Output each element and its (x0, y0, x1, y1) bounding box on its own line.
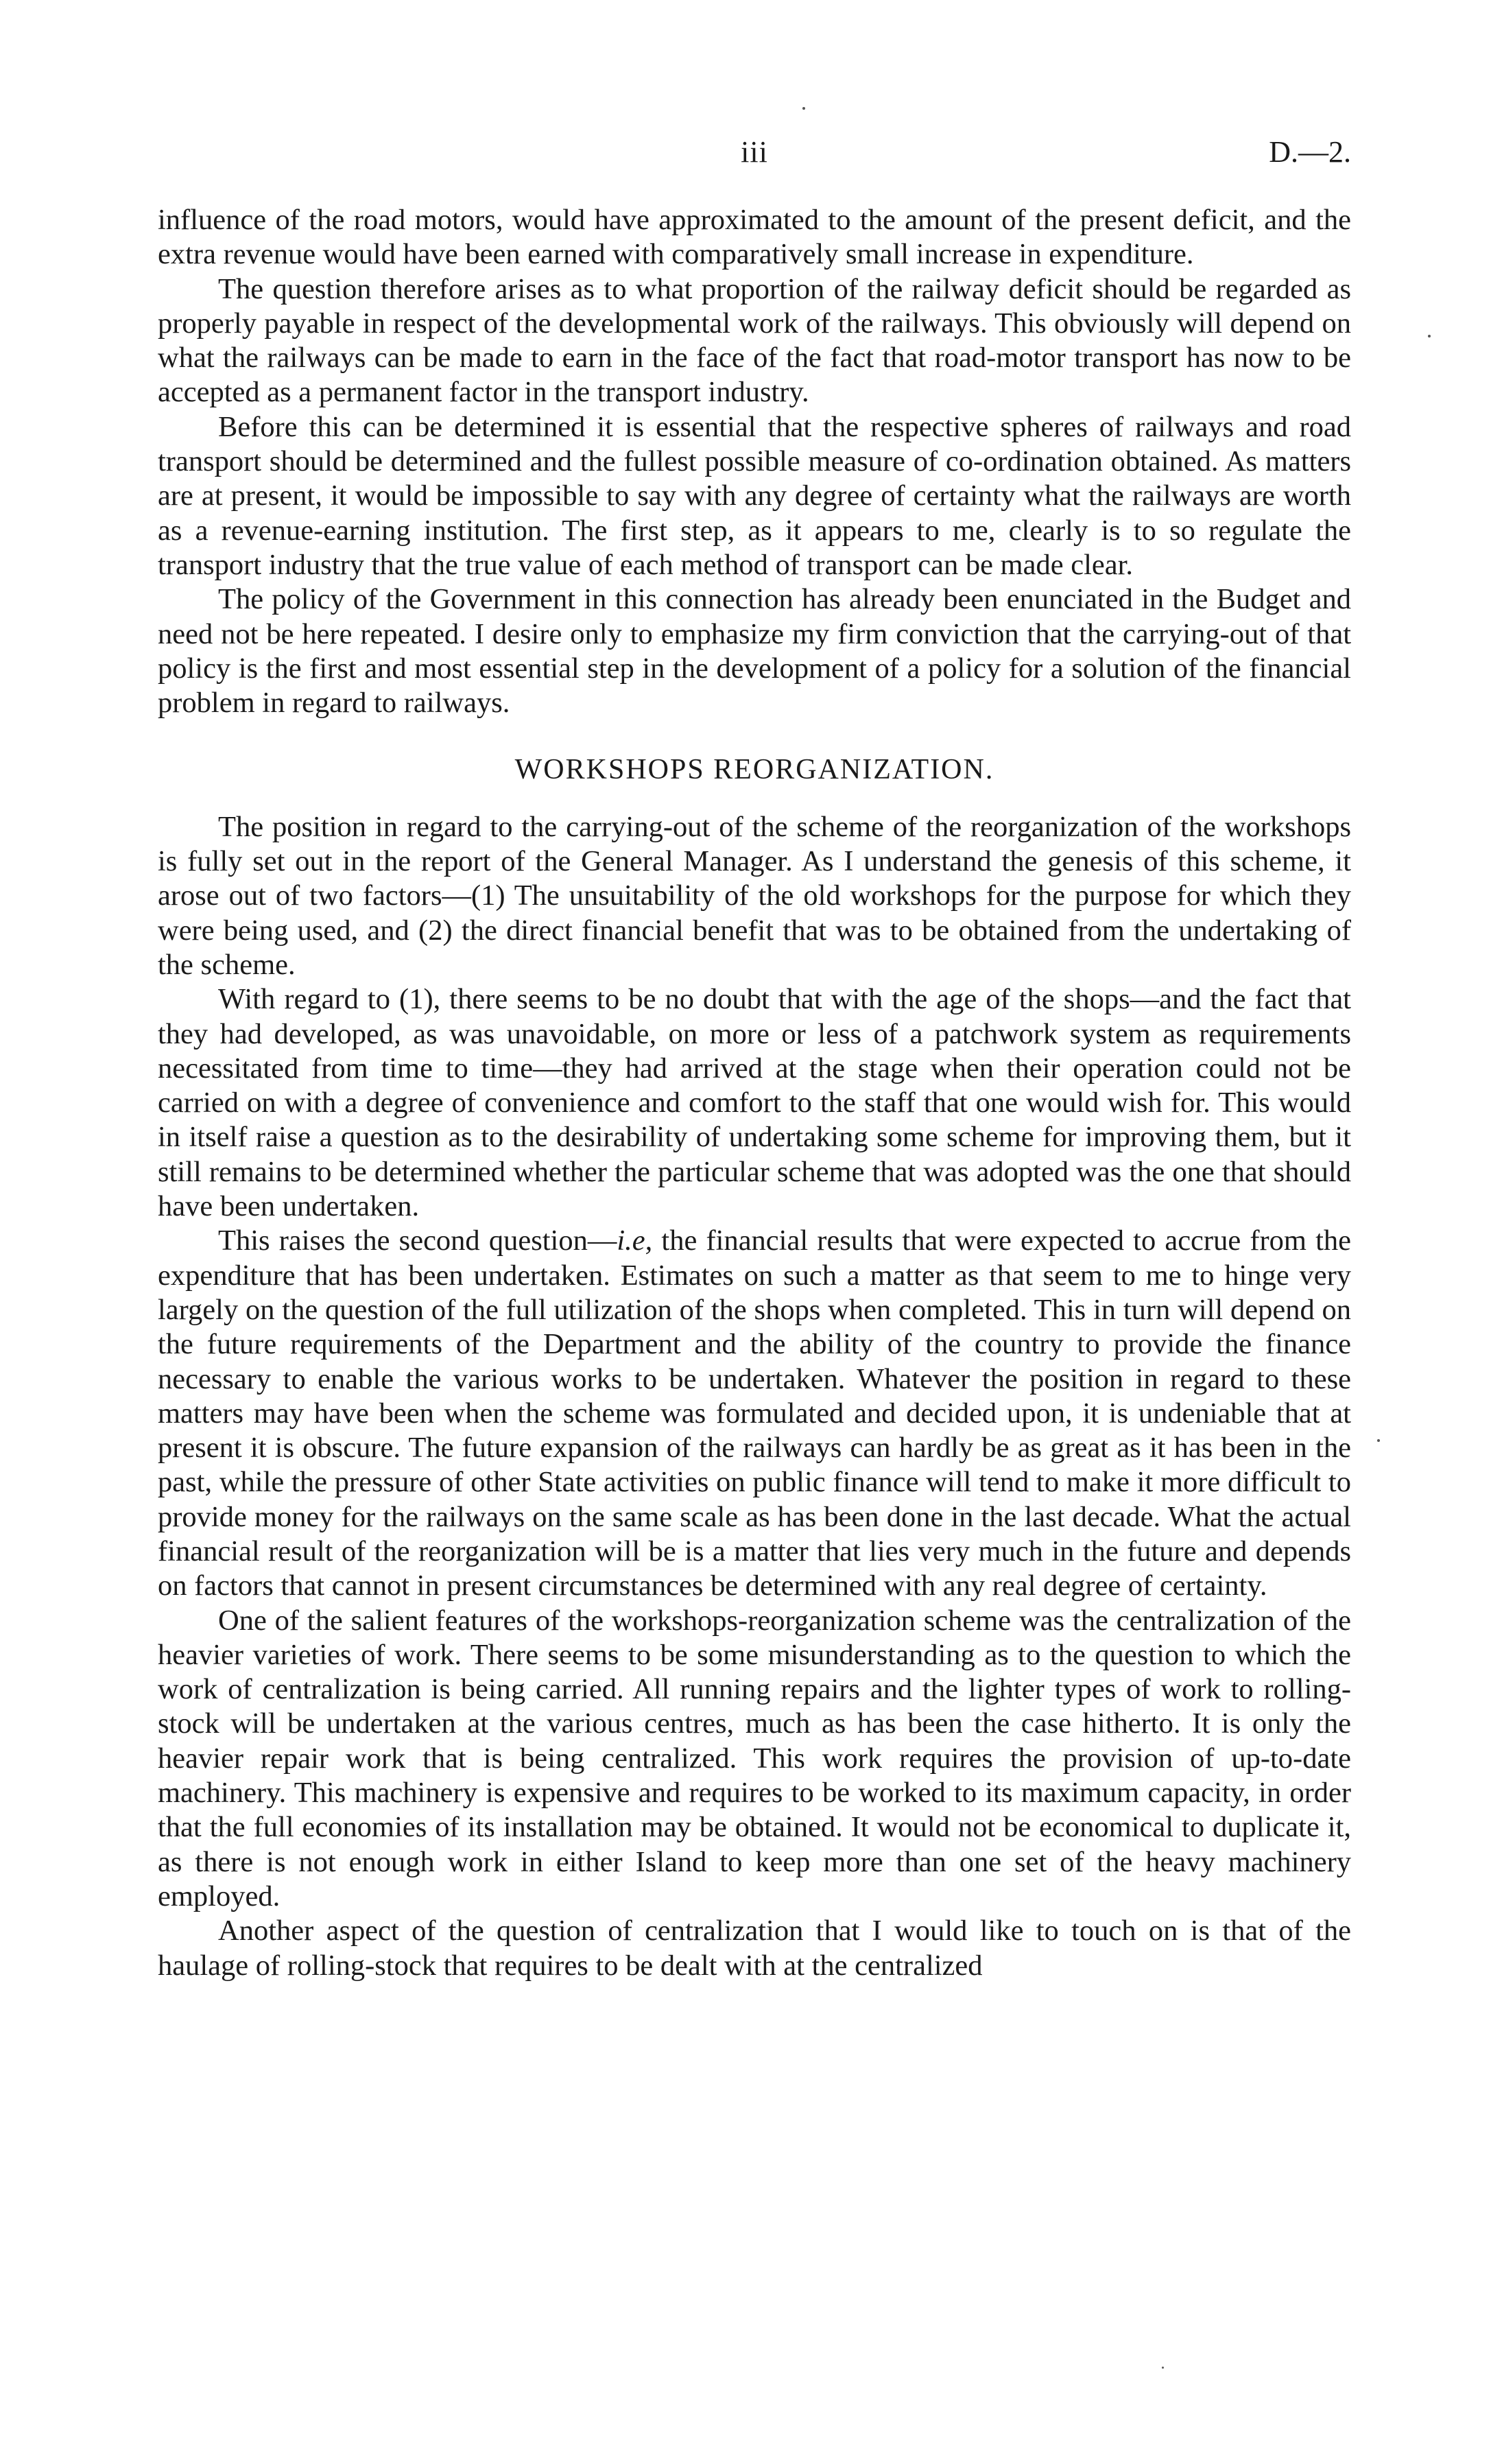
paragraph-continued: influence of the road motors, would have approximated to the amount of the present deficit, and the extra revenue would have been earned with comparatively small increase in expenditure. (158, 204, 1351, 271)
paragraph: The position in regard to the carrying-out of the scheme of the reorganization of the workshops is fully set out in the report of the General Manager. As I understand the genesis of this scheme, it arose out of two factors—(1) The unsuitability of the old workshops for the purpose for which they were being used, and (2) the direct financial benefit that was to be obtained from the undertaking of the scheme. (158, 810, 1351, 981)
scan-speck (1162, 2367, 1164, 2369)
paragraph: Before this can be determined it is essential that the respective spheres of railways and road transport should be determined and the fullest possible measure of co-ordination obtained. As matters are at present, it would be impossible to say with any degree of certainty what the railways are worth as a revenue-earning institution. The first step, as it appears to me, clearly is to so regulate the transport industry that the true value of each method of transport can be made clear. (158, 410, 1351, 581)
section-heading: WORKSHOPS REORGANIZATION. (514, 754, 994, 786)
paragraph: With regard to (1), there seems to be no doubt that with the age of the shops—and the fact that they had developed, as was unavoidable, on more or less of a patchwork system as requirements necessitated from time to time—they had arrived at the stage when their operation could not be carried on with a degree of convenience and comfort to the staff that one would wish for. This would in itself raise a question as to the desirability of undertaking some scheme for improving them, but it still remains to be determined whether the particular scheme that was adopted was the one that should have been undertaken. (158, 983, 1351, 1223)
page-header (158, 134, 1351, 176)
italic-abbreviation: i.e, (617, 1224, 653, 1257)
paragraph-text-rest: the financial results that were expected to accrue from the expenditure that has been undertaken. Estimates on such a matter as that seem to me to hinge very largely on the question of the full utilization of the shops when completed. This in turn will depend on the future requirements of the Department and the ability of the country to provide the finance necessary to enable the various works to be undertaken. Whatever the position in regard to these matters may have been when the scheme was formulated and decided upon, it is undeniable that at present it is obscure. The future expansion of the railways can hardly be as great as it has been in the past, while the pressure of other State activities on public finance will tend to make it more difficult to provide money for the railways on the same scale as has been done in the last decade. What the actual financial result of the reorganization will be is a matter that lies very much in the future and depends on factors that cannot in present circumstances be determined with any real degree of certainty. (158, 1224, 1352, 1602)
paragraph: The policy of the Government in this connection has already been enunciated in the Budget and need not be here repeated. I desire only to emphasize my firm conviction that the carrying-out of that policy is the first and most essential step in the development of a policy for a solution of the financial problem in regard to railways. (158, 583, 1351, 720)
scan-speck (1377, 1439, 1380, 1442)
paragraph: The question therefore arises as to what proportion of the railway deficit should be regarded as properly payable in respect of the developmental work of the railways. This obviously will depend on what the railways can be made to earn in the face of the fact that road-motor transport has now to be accepted as a permanent factor in the transport industry. (158, 272, 1351, 409)
body-text (158, 203, 1351, 1983)
paragraph (158, 1224, 1351, 1603)
scan-speck (1428, 335, 1431, 337)
paragraph: One of the salient features of the workshops-reorganization scheme was the centralization of the heavier varieties of work. There seems to be some misunderstanding as to the question to which the work of centralization is being carried. All running repairs and the lighter types of work to rolling-stock will be undertaken at the various centres, much as has been the case hitherto. It is only the heavier repair work that is being centralized. This work requires the provision of up-to-date machinery. This machinery is expensive and requires to be worked to its maximum capacity, in order that the full economies of its installation may be obtained. It would not be economical to duplicate it, as there is not enough work in either Island to keep more than one set of the heavy machinery employed. (158, 1604, 1351, 1912)
scan-speck (802, 107, 805, 110)
document-reference: D.—2. (1269, 135, 1351, 169)
paragraph-text-start: This raises the second question— (218, 1224, 617, 1257)
page-number: iii (741, 135, 768, 169)
paragraph: Another aspect of the question of centralization that I would like to touch on is that of the haulage of rolling-stock that requires to be dealt with at the centralized (158, 1915, 1351, 1982)
